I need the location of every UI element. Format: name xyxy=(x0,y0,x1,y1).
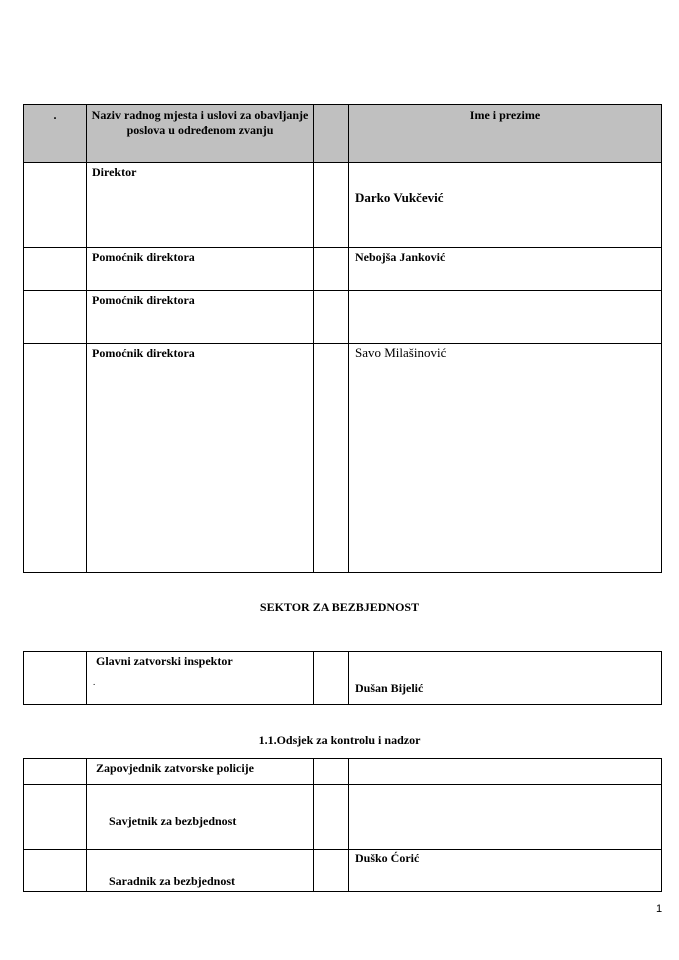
position-cell: Saradnik za bezbjednost xyxy=(87,850,314,892)
header-col-position: Naziv radnog mjesta i uslovi za obavljanje poslova u određenom zvanju xyxy=(87,105,314,163)
position-cell: Pomoćnik direktora xyxy=(87,248,314,291)
row-mark: . xyxy=(93,677,96,687)
table-row xyxy=(24,652,662,705)
table-row xyxy=(24,163,662,248)
name-cell: Duško Ćorić xyxy=(349,850,662,892)
position-cell: Direktor xyxy=(87,163,314,248)
table-header-row xyxy=(24,105,662,163)
header-col-name: Ime i prezime xyxy=(349,105,662,163)
name-cell xyxy=(349,291,662,344)
table-row xyxy=(24,291,662,344)
table-row xyxy=(24,785,662,850)
table-row xyxy=(24,759,662,785)
header-col-empty xyxy=(314,105,349,163)
name-cell: Savo Milašinović xyxy=(349,344,662,573)
position-cell: Savjetnik za bezbjednost xyxy=(87,785,314,850)
name-cell: Darko Vukčević xyxy=(349,163,662,248)
table-row xyxy=(24,248,662,291)
name-cell: Nebojša Janković xyxy=(349,248,662,291)
inspector-table xyxy=(23,651,662,705)
staff-table xyxy=(23,104,662,573)
page-number: 1 xyxy=(656,903,663,915)
control-table xyxy=(23,758,662,892)
name-cell: Dušan Bijelić xyxy=(349,652,662,705)
position-cell: Pomoćnik direktora xyxy=(87,291,314,344)
name-cell xyxy=(349,785,662,850)
name-cell xyxy=(349,759,662,785)
position-cell: Pomoćnik direktora xyxy=(87,344,314,573)
position-label: Glavni zatvorski inspektor xyxy=(96,654,233,668)
table-row xyxy=(24,850,662,892)
sector-title: SEKTOR ZA BEZBJEDNOST xyxy=(259,600,420,614)
subsection-title: 1.1.Odsjek za kontrolu i nadzor xyxy=(258,733,421,747)
position-cell xyxy=(87,652,314,705)
header-col-number: . xyxy=(24,105,87,163)
table-row xyxy=(24,344,662,573)
position-cell: Zapovjednik zatvorske policije xyxy=(87,759,314,785)
